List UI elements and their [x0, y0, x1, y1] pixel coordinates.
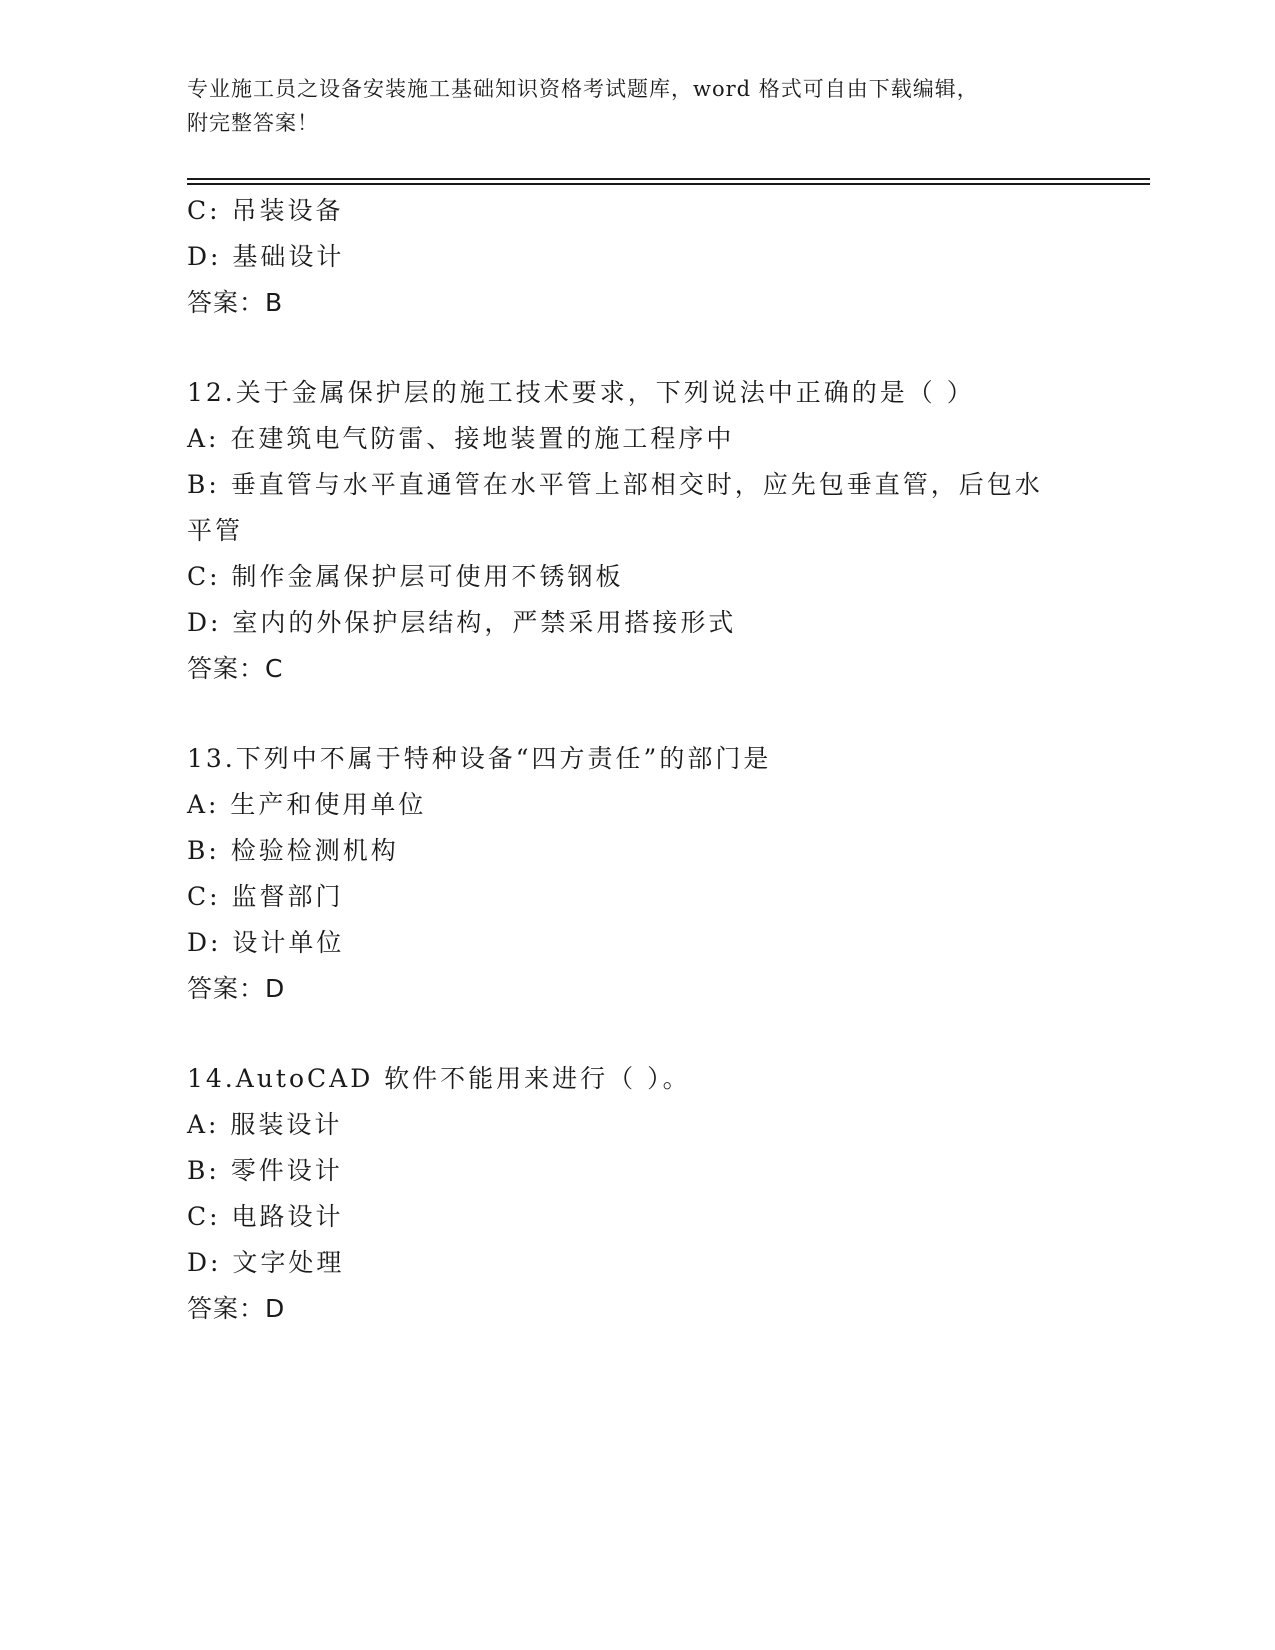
spacer [187, 692, 1087, 736]
option-b: B: 零件设计 [187, 1156, 343, 1185]
question-stem: 14.AutoCAD 软件不能用来进行（ ）。 [187, 1064, 691, 1093]
spacer [187, 326, 1087, 370]
option-d: D: 基础设计 [187, 242, 345, 271]
option-c: C: 监督部门 [187, 882, 344, 911]
option-a: A: 在建筑电气防雷、接地装置的施工程序中 [187, 424, 735, 453]
question-stem: 13.下列中不属于特种设备“四方责任”的部门是 [187, 744, 772, 773]
answer-line: 答案：D [187, 1294, 286, 1323]
header-line-1: 专业施工员之设备安装施工基础知识资格考试题库，word 格式可自由下载编辑， [187, 77, 979, 101]
header-line-2: 附完整答案！ [187, 111, 319, 135]
answer-line: 答案：C [187, 654, 284, 683]
header-divider-bottom [187, 183, 1150, 185]
answer-line: 答案：B [187, 288, 284, 317]
partial-question [187, 188, 1087, 326]
spacer [187, 1012, 1087, 1056]
option-b: B: 检验检测机构 [187, 836, 399, 865]
question-14 [187, 1056, 1087, 1332]
option-c: C: 吊装设备 [187, 196, 344, 225]
question-13 [187, 736, 1087, 1012]
question-12 [187, 370, 1087, 692]
option-d: D: 文字处理 [187, 1248, 345, 1277]
option-c: C: 制作金属保护层可使用不锈钢板 [187, 562, 624, 591]
question-list [187, 188, 1087, 1332]
option-a: A: 服装设计 [187, 1110, 343, 1139]
option-d: D: 室内的外保护层结构，严禁采用搭接形式 [187, 608, 737, 637]
answer-line: 答案：D [187, 974, 286, 1003]
option-b: B: 垂直管与水平直通管在水平管上部相交时，应先包垂直管，后包水平管 [187, 470, 1043, 545]
option-c: C: 电路设计 [187, 1202, 344, 1231]
question-stem: 12.关于金属保护层的施工技术要求，下列说法中正确的是（ ） [187, 378, 975, 407]
document-header [187, 72, 1087, 140]
header-divider-top [187, 178, 1150, 180]
option-a: A: 生产和使用单位 [187, 790, 427, 819]
option-d: D: 设计单位 [187, 928, 345, 957]
